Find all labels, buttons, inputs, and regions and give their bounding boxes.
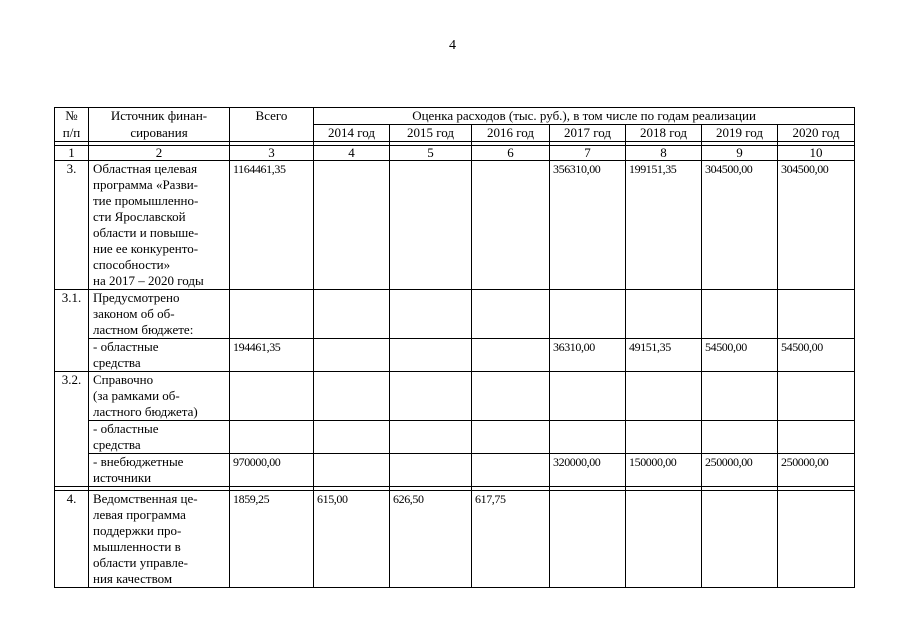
table-row xyxy=(55,491,855,588)
source-cell xyxy=(89,491,230,588)
header-estimate: Оценка расходов (тыс. руб.), в том числе по годам реализации xyxy=(314,108,855,125)
header-source: Источник финан- xyxy=(89,108,230,125)
source-line: ластного бюджета) xyxy=(93,404,198,419)
value-2018: 150000,00 xyxy=(626,454,702,487)
header-source-2: сирования xyxy=(89,125,230,142)
table-row xyxy=(55,454,855,487)
source-cell xyxy=(89,421,230,454)
value-2014 xyxy=(314,454,390,487)
table-row xyxy=(55,372,855,421)
source-line: ластном бюджете: xyxy=(93,322,194,337)
table-row xyxy=(55,161,855,290)
col-index: 8 xyxy=(626,146,702,161)
value-2017 xyxy=(550,491,626,588)
value-2018 xyxy=(626,491,702,588)
header-no-2: п/п xyxy=(55,125,89,142)
row-number: 3.2. xyxy=(55,372,89,487)
source-line: Справочно xyxy=(93,372,154,387)
col-index: 6 xyxy=(472,146,550,161)
source-cell xyxy=(89,161,230,290)
value-2019: 250000,00 xyxy=(702,454,778,487)
source-line: средства xyxy=(93,437,141,452)
value-2018: 49151,35 xyxy=(626,339,702,372)
total-value: 1859,25 xyxy=(230,491,314,588)
header-year-2014: 2014 год xyxy=(314,125,390,142)
row-number: 4. xyxy=(55,491,89,588)
value-2015 xyxy=(390,161,472,290)
source-line: области управле- xyxy=(93,555,188,570)
value-2019: 304500,00 xyxy=(702,161,778,290)
source-line: - областные xyxy=(93,421,159,436)
value-2019: 54500,00 xyxy=(702,339,778,372)
source-line: законом об об- xyxy=(93,306,175,321)
value-2016 xyxy=(472,454,550,487)
col-index: 4 xyxy=(314,146,390,161)
row-number: 3.1. xyxy=(55,290,89,372)
col-index: 10 xyxy=(778,146,855,161)
financing-table xyxy=(54,107,855,588)
source-line: ние ее конкуренто- xyxy=(93,241,199,256)
source-line: на 2017 – 2020 годы xyxy=(93,273,204,288)
header-year-2018: 2018 год xyxy=(626,125,702,142)
table-row xyxy=(55,421,855,454)
header-year-2020: 2020 год xyxy=(778,125,855,142)
total-value: 1164461,35 xyxy=(230,161,314,290)
col-index: 1 xyxy=(55,146,89,161)
total-value: 194461,35 xyxy=(230,339,314,372)
value-2014: 615,00 xyxy=(314,491,390,588)
col-index: 9 xyxy=(702,146,778,161)
source-line: Предусмотрено xyxy=(93,290,180,305)
header-total: Всего xyxy=(230,108,314,142)
table-row xyxy=(55,339,855,372)
source-line: левая программа xyxy=(93,507,186,522)
value-2016: 617,75 xyxy=(472,491,550,588)
value-2017: 36310,00 xyxy=(550,339,626,372)
source-cell xyxy=(89,339,230,372)
header-year-2019: 2019 год xyxy=(702,125,778,142)
header-no: № xyxy=(55,108,89,125)
value-2019 xyxy=(702,491,778,588)
value-2020: 304500,00 xyxy=(778,161,855,290)
table-row xyxy=(55,290,855,339)
value-2016 xyxy=(472,161,550,290)
source-line: источники xyxy=(93,470,152,485)
source-line: (за рамками об- xyxy=(93,388,180,403)
source-line: способности» xyxy=(93,257,171,272)
source-line: средства xyxy=(93,355,141,370)
source-cell xyxy=(89,454,230,487)
source-line: программа «Разви- xyxy=(93,177,199,192)
value-2017: 356310,00 xyxy=(550,161,626,290)
col-index: 5 xyxy=(390,146,472,161)
value-2018: 199151,35 xyxy=(626,161,702,290)
header-year-2016: 2016 год xyxy=(472,125,550,142)
source-line: области и повыше- xyxy=(93,225,199,240)
value-2015: 626,50 xyxy=(390,491,472,588)
header-year-2015: 2015 год xyxy=(390,125,472,142)
source-line: - внебюджетные xyxy=(93,454,184,469)
col-index: 7 xyxy=(550,146,626,161)
value-2020 xyxy=(778,491,855,588)
source-line: Областная целевая xyxy=(93,161,198,176)
source-line: поддержки про- xyxy=(93,523,182,538)
value-2014 xyxy=(314,339,390,372)
header-year-2017: 2017 год xyxy=(550,125,626,142)
source-line: мышленности в xyxy=(93,539,181,554)
value-2014 xyxy=(314,161,390,290)
value-2016 xyxy=(472,339,550,372)
source-line: сти Ярославской xyxy=(93,209,186,224)
value-2017: 320000,00 xyxy=(550,454,626,487)
source-cell xyxy=(89,372,230,421)
total-value: 970000,00 xyxy=(230,454,314,487)
row-number: 3. xyxy=(55,161,89,290)
value-2020: 250000,00 xyxy=(778,454,855,487)
source-line: ния качеством xyxy=(93,571,173,586)
source-line: Ведомственная це- xyxy=(93,491,198,506)
value-2015 xyxy=(390,454,472,487)
page-number: 4 xyxy=(449,38,456,53)
col-index: 2 xyxy=(89,146,230,161)
source-line: - областные xyxy=(93,339,159,354)
col-index: 3 xyxy=(230,146,314,161)
value-2020: 54500,00 xyxy=(778,339,855,372)
value-2015 xyxy=(390,339,472,372)
source-line: тие промышленно- xyxy=(93,193,199,208)
source-cell xyxy=(89,290,230,339)
